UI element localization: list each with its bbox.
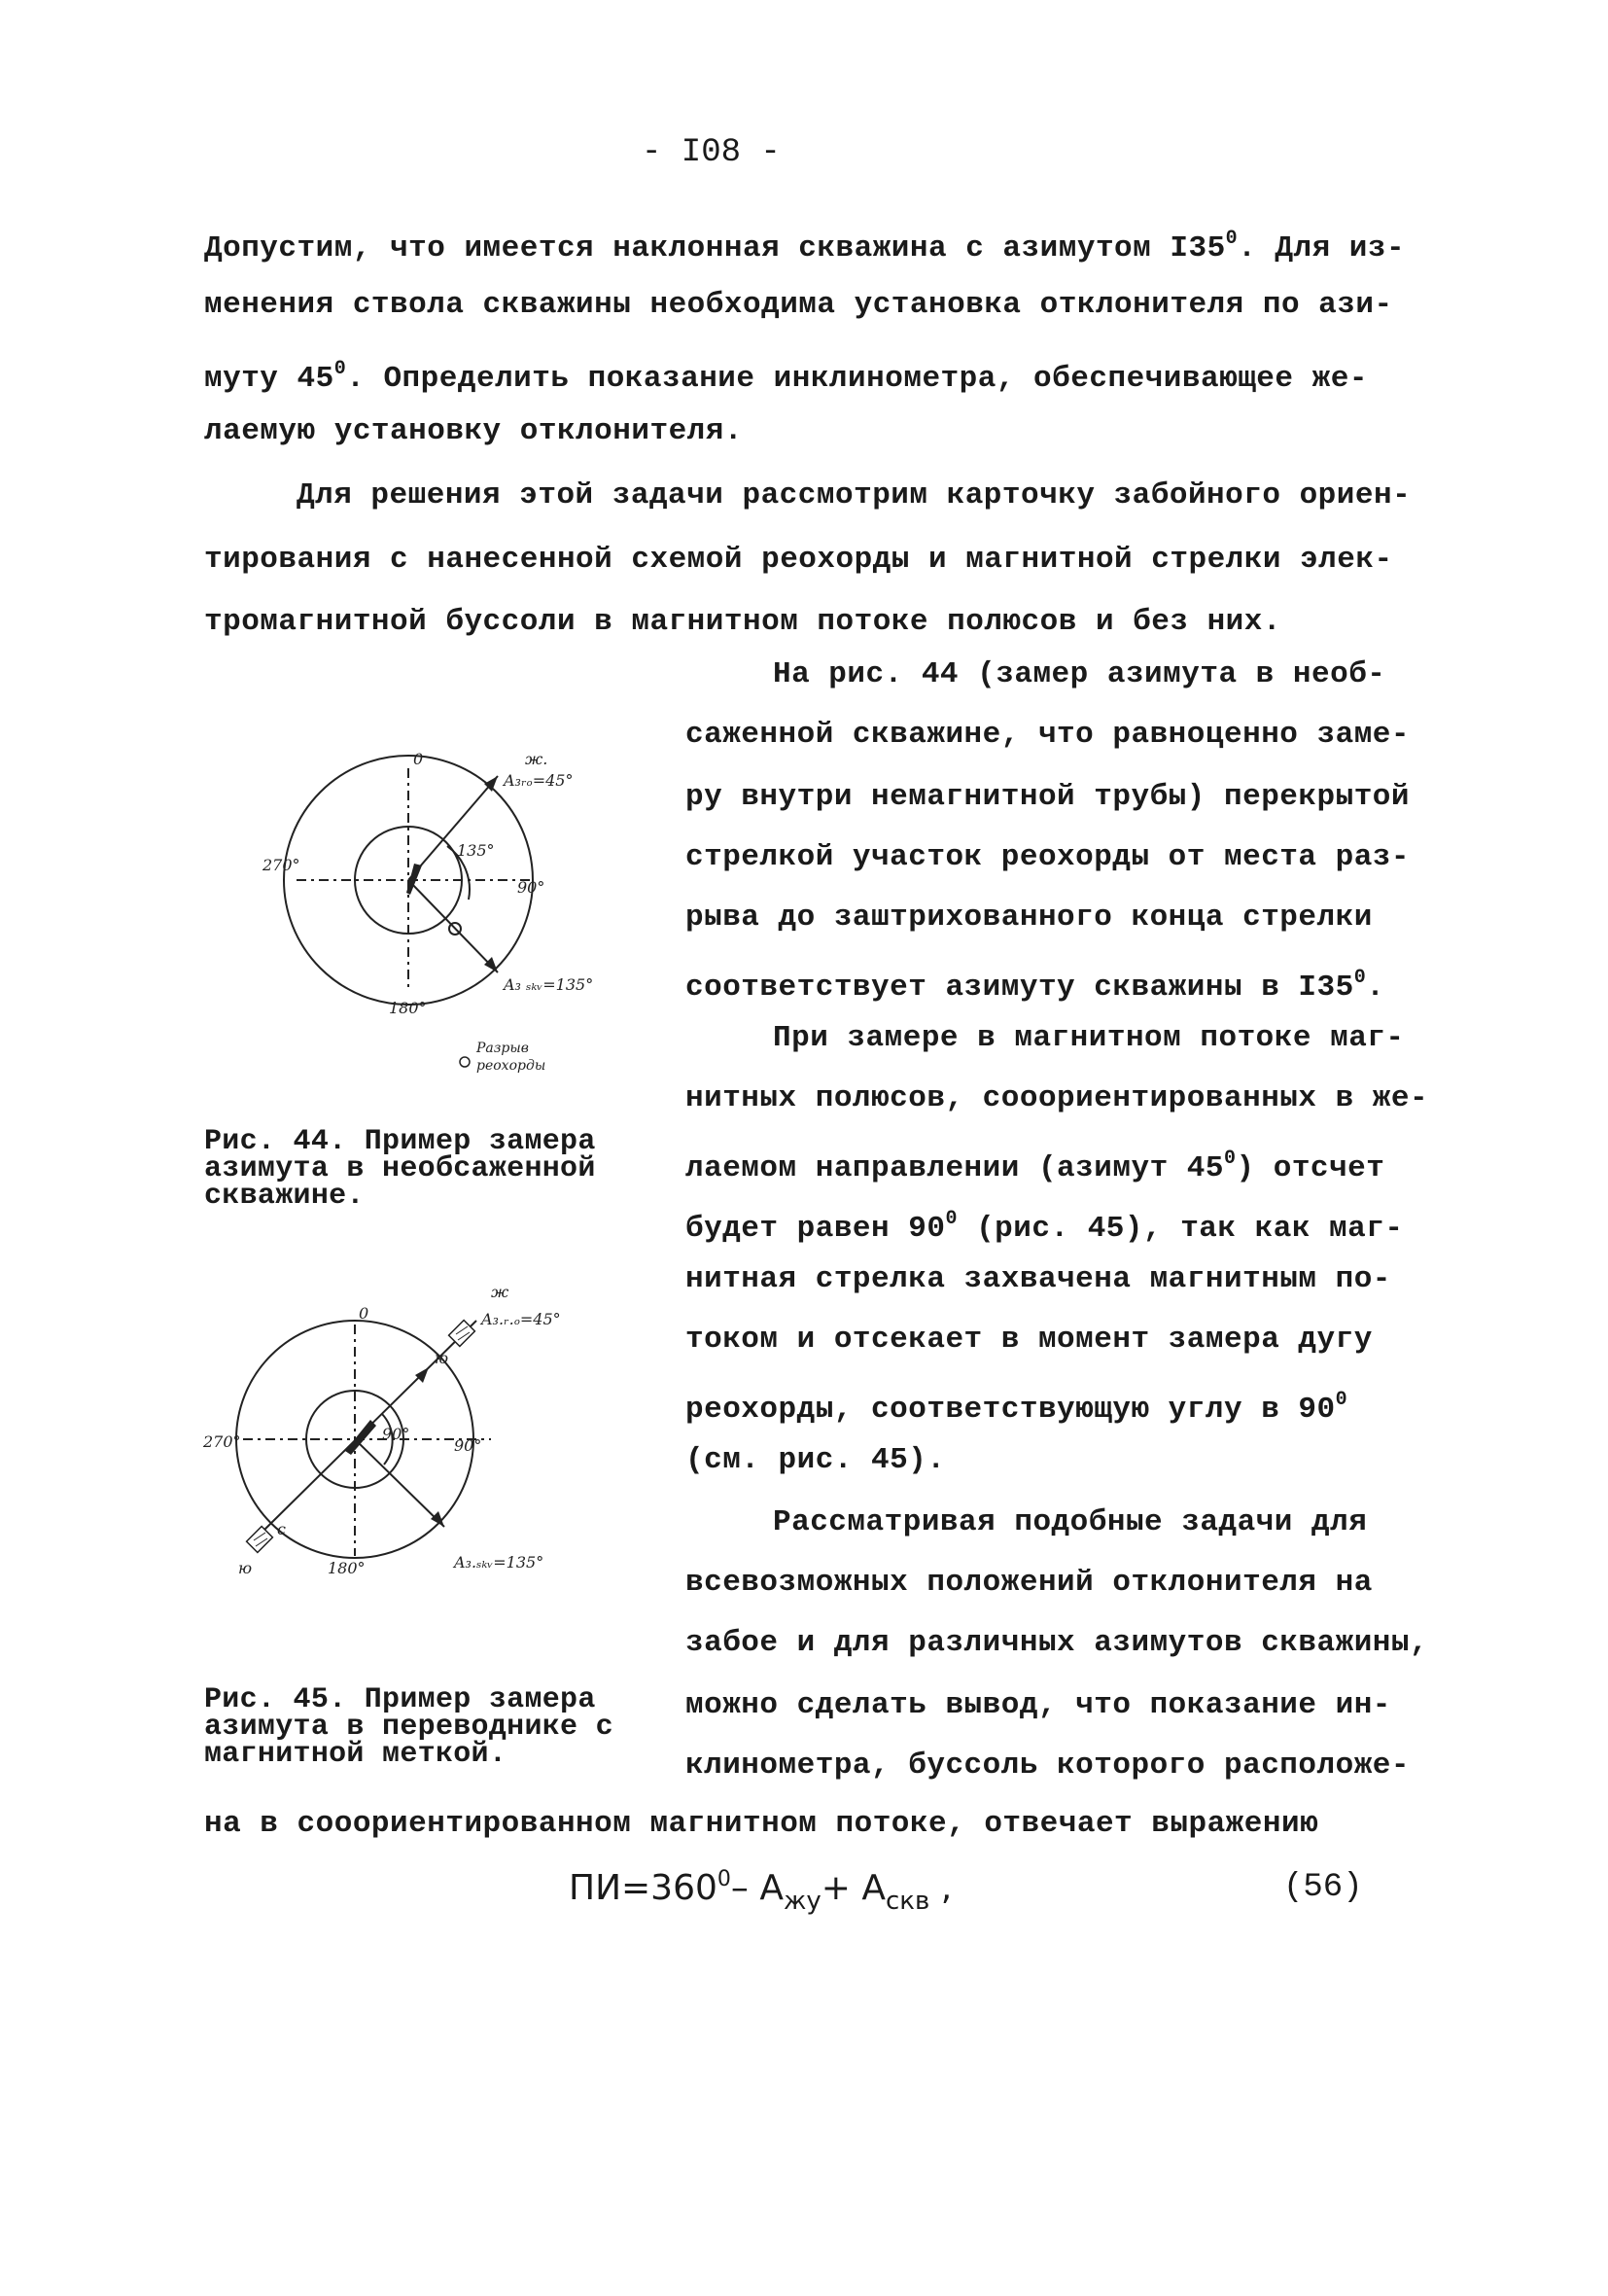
right-line-9: лаемом направлении (азимут $45^0$) отсчет [685,1148,1385,1185]
right-line-8: нитных полюсов, сооориентированных в же- [685,1081,1429,1115]
fig44-label-0: 0 [413,750,424,768]
fig44-caption-line1: Рис. 44. Пример замера [204,1125,596,1158]
fig45-magnet-bottom [247,1527,273,1553]
fig44-legend-line1: Разрыв [476,1041,529,1056]
right-line-18: можно сделать вывод, что показание ин- [685,1688,1391,1722]
final-line: на в сооориентированном магнитном потоке, отвечает выражению [204,1807,1319,1841]
paragraph2-line3: тромагнитной буссоли в магнитном потоке полюсов и без них. [204,605,1281,639]
right-line-17: забое и для различных азимутов скважины, [685,1626,1429,1660]
fig44-label-135: 135° [457,841,495,860]
right-line-6: соответствует азимуту скважины в $I35^0$. [685,967,1385,1005]
right-line-13: реохорды, соответствующую углу в $90^0$ [685,1389,1348,1427]
right-line-12: током и отсекает в момент замера дугу [685,1323,1373,1357]
right-line-3: ру внутри немагнитной трубы) перекрытой [685,780,1411,814]
right-line-15: Рассматривая подобные задачи для [773,1505,1368,1539]
right-line-2: саженной скважине, что равноценно заме- [685,718,1411,752]
fig44-caption-line2: азимута в необсаженной [204,1152,596,1185]
fig45-label-0: 0 [359,1304,369,1323]
fig44-label-180: 180° [389,999,427,1017]
paragraph1-line4: лаемую установку отклонителя. [204,414,743,448]
fig45-needle [345,1420,376,1455]
fig45-caption-line3: магнитной меткой. [204,1738,507,1771]
fig45-label-270: 270° [203,1432,241,1451]
right-line-14: (см. рис. 45). [685,1443,946,1477]
paragraph2-line1: Для решения этой задачи рассмотрим карточку забойного ориен- [297,478,1412,512]
fig45-label-yu-top: ю [435,1349,449,1367]
equation-number: (56) [1283,1869,1363,1906]
right-line-1: На рис. 44 (замер азимута в необ- [773,657,1386,691]
fig44-label-270: 270° [262,856,300,874]
figure-44 [243,739,651,1109]
paragraph2-line2: тирования с нанесенной схемой реохорды и магнитной стрелки элек- [204,543,1393,577]
fig45-arrowhead-up [415,1367,429,1383]
fig44-label-azimuth-top: A₃ᵣₒ=45° [504,771,574,790]
fig45-label-90: 90° [454,1436,482,1455]
fig45-label-yu-bottom: ю [238,1559,253,1577]
fig44-label-90: 90° [517,878,545,897]
right-line-7: При замере в магнитном потоке маг- [773,1021,1405,1055]
figure-45 [199,1284,647,1595]
right-line-16: всевозможных положений отклонителя на [685,1566,1373,1600]
fig44-arrow-down [408,880,498,972]
fig44-legend-line2: реохорды [476,1058,546,1074]
fig45-label-zh: ж [491,1284,509,1301]
page-number: - I08 - [642,134,781,171]
fig45-caption-line2: азимута в переводнике с [204,1711,613,1744]
right-line-11: нитная стрелка захвачена магнитным по- [685,1262,1391,1296]
formula-56: $ПИ=360^0-$ $A_{жу}+ A_{скв}$ , [569,1867,953,1916]
right-line-19: клинометра, буссоль которого расположе- [685,1748,1411,1783]
fig45-label-180: 180° [328,1559,366,1577]
paragraph1-line3: муту $45^0$. Определить показание инклинометра, обеспечивающее же- [204,358,1368,396]
fig44-label-azimuth-bottom: A₃ ₛₖᵥ=135° [504,975,594,994]
fig45-label-90-inner: 90° [382,1425,410,1443]
right-line-10: будет равен $90^0$ (рис. 45), так как маг- [685,1208,1404,1246]
right-line-4: стрелкой участок реохорды от места раз- [685,840,1411,874]
fig44-label-zh: ж. [525,750,548,768]
fig45-label-azimuth-bottom: A₃.ₛₖᵥ=135° [454,1553,544,1572]
fig45-arrow-down [355,1439,444,1527]
paragraph1-line2: менения ствола скважины необходима установка отклонителя по ази- [204,288,1393,322]
fig45-label-s: с [277,1520,286,1538]
right-line-5: рыва до заштрихованного конца стрелки [685,901,1373,935]
fig45-caption-line1: Рис. 45. Пример замера [204,1683,596,1716]
fig45-label-azimuth-top: A₃.ᵣ.ₒ=45° [481,1310,561,1328]
paragraph1-line1: Допустим, что имеется наклонная скважина с азимутом $I35^0$. Для из- [204,228,1406,265]
fig45-magnet-top [449,1321,475,1347]
fig44-caption-line3: скважине. [204,1180,365,1213]
